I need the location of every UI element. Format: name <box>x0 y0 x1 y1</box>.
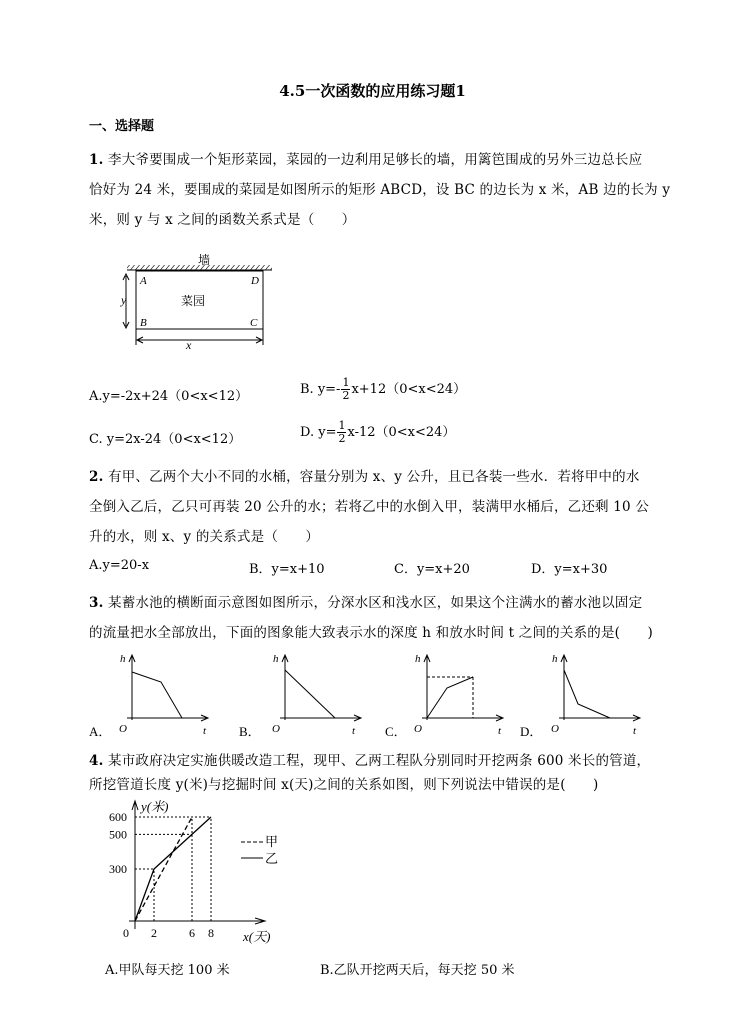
page-title: 4.5一次函数的应用练习题1 <box>279 82 466 100</box>
q2-line3: 升的水，则 x、y 的关系式是（ ） <box>89 529 320 545</box>
svg-text:O: O <box>551 723 559 735</box>
q1-line3: 米，则 y 与 x 之间的函数关系式是（ ） <box>89 212 356 228</box>
svg-text:h: h <box>415 653 421 665</box>
q1-line1: 1. 李大爷要围成一个矩形菜园，菜园的一边利用足够长的墙，用篱笆围成的另外三边总长应 <box>89 152 643 168</box>
q4-option-b: B.乙队开挖两天后，每天挖 50 米 <box>320 963 515 978</box>
q3-line1: 3. 某蓄水池的横断面示意图如图所示，分深水区和浅水区，如果这个注满水的蓄水池以固定 <box>89 595 643 611</box>
svg-text:h: h <box>273 653 279 665</box>
legend-label-yi: 乙 <box>265 851 279 866</box>
svg-text:t: t <box>633 725 637 737</box>
corner-c: C <box>250 317 258 329</box>
q4-number: 4. <box>89 753 104 769</box>
q3-graph-c <box>385 648 510 740</box>
q1-number: 1. <box>89 152 104 168</box>
q3-number: 3. <box>89 595 104 611</box>
q4-chart <box>95 795 320 950</box>
corner-a: A <box>140 275 147 287</box>
q1-garden-figure <box>110 252 280 352</box>
corner-d: D <box>251 275 259 287</box>
q3-graph-d <box>520 648 645 740</box>
q3-option-d-label: D． <box>520 724 543 739</box>
garden-label: 菜园 <box>181 294 206 308</box>
svg-text:h: h <box>120 653 126 665</box>
q3-graph-c-curve <box>427 677 473 718</box>
q2-option-a: A.y=20-x <box>89 558 150 573</box>
q2-number: 2. <box>89 469 104 485</box>
svg-text:O: O <box>272 723 280 735</box>
q1-line2: 恰好为 24 米，要围成的菜园是如图所示的矩形 ABCD，设 BC 的边长为 x 米，AB 边的长为 y <box>89 182 671 198</box>
y-axis-label: y(米) <box>141 799 169 814</box>
dim-x: x <box>186 338 192 352</box>
wall-label: 墙 <box>198 253 211 267</box>
q3-option-a-label: A． <box>89 724 112 739</box>
q3-option-b-label: B． <box>239 724 261 739</box>
q3-graph-a-curve <box>132 672 182 718</box>
x-tick-label: 6 <box>189 926 195 940</box>
corner-b: B <box>140 317 147 329</box>
q3-graph-a <box>89 648 214 740</box>
legend-label-jia: 甲 <box>265 834 279 849</box>
q2-option-c: C．y=x+20 <box>394 562 470 577</box>
q4-option-a: A.甲队每天挖 100 米 <box>105 963 230 978</box>
x-tick-label: 0 <box>123 926 129 940</box>
q4-line2: 所挖管道长度 y(米)与挖掘时间 x(天)之间的关系如图，则下列说法中错误的是( ) <box>89 777 599 793</box>
q3-option-c-label: C． <box>385 724 407 739</box>
svg-text:O: O <box>119 723 127 735</box>
q2-line1: 2. 有甲、乙两个大小不同的水桶，容量分别为 x、y 公升，且已各装一些水．若将甲中的水 <box>89 469 640 485</box>
y-tick-label: 300 <box>109 862 127 877</box>
q3-line2: 的流量把水全部放出，下面的图象能大致表示水的深度 h 和放水时间 t 之间的关系的是( ) <box>89 625 654 641</box>
x-tick-label: 8 <box>208 926 214 940</box>
section-heading: 一、选择题 <box>89 119 155 134</box>
y-tick-label: 600 <box>109 810 127 825</box>
svg-text:O: O <box>414 723 422 735</box>
q2-option-d: D．y=x+30 <box>531 562 608 577</box>
x-axis-label: x(天) <box>243 929 271 944</box>
svg-text:t: t <box>352 725 356 737</box>
q1-option-b: B. y=- $\frac{1}{2}$ x+12（0<x<24） <box>300 376 467 402</box>
q2-line2: 全倒入乙后，乙只可再装 20 公升的水；若将乙中的水倒入甲，装满甲水桶后，乙还剩 10 公 <box>89 499 650 515</box>
y-tick-label: 500 <box>109 827 127 842</box>
dim-y: y <box>121 293 127 307</box>
svg-text:h: h <box>552 653 558 665</box>
series-line-乙 <box>135 817 211 921</box>
q3-graph-b-curve <box>285 670 335 718</box>
q3-graph-b <box>239 648 364 740</box>
q2-option-b: B．y=x+10 <box>249 562 325 577</box>
q1-option-c: C. y=2x-24（0<x<12） <box>89 432 242 447</box>
svg-text:t: t <box>203 725 207 737</box>
q4-line1: 4. 某市政府决定实施供暖改造工程，现甲、乙两工程队分别同时开挖两条 600 米长的管道， <box>89 753 651 769</box>
q1-option-a: A.y=-2x+24（0<x<12） <box>89 389 249 404</box>
q3-graph-d-curve <box>564 670 610 718</box>
x-tick-label: 2 <box>151 926 157 940</box>
q1-option-d: D. y= $\frac{1}{2}$ x-12（0<x<24） <box>300 419 456 445</box>
svg-text:t: t <box>498 725 502 737</box>
